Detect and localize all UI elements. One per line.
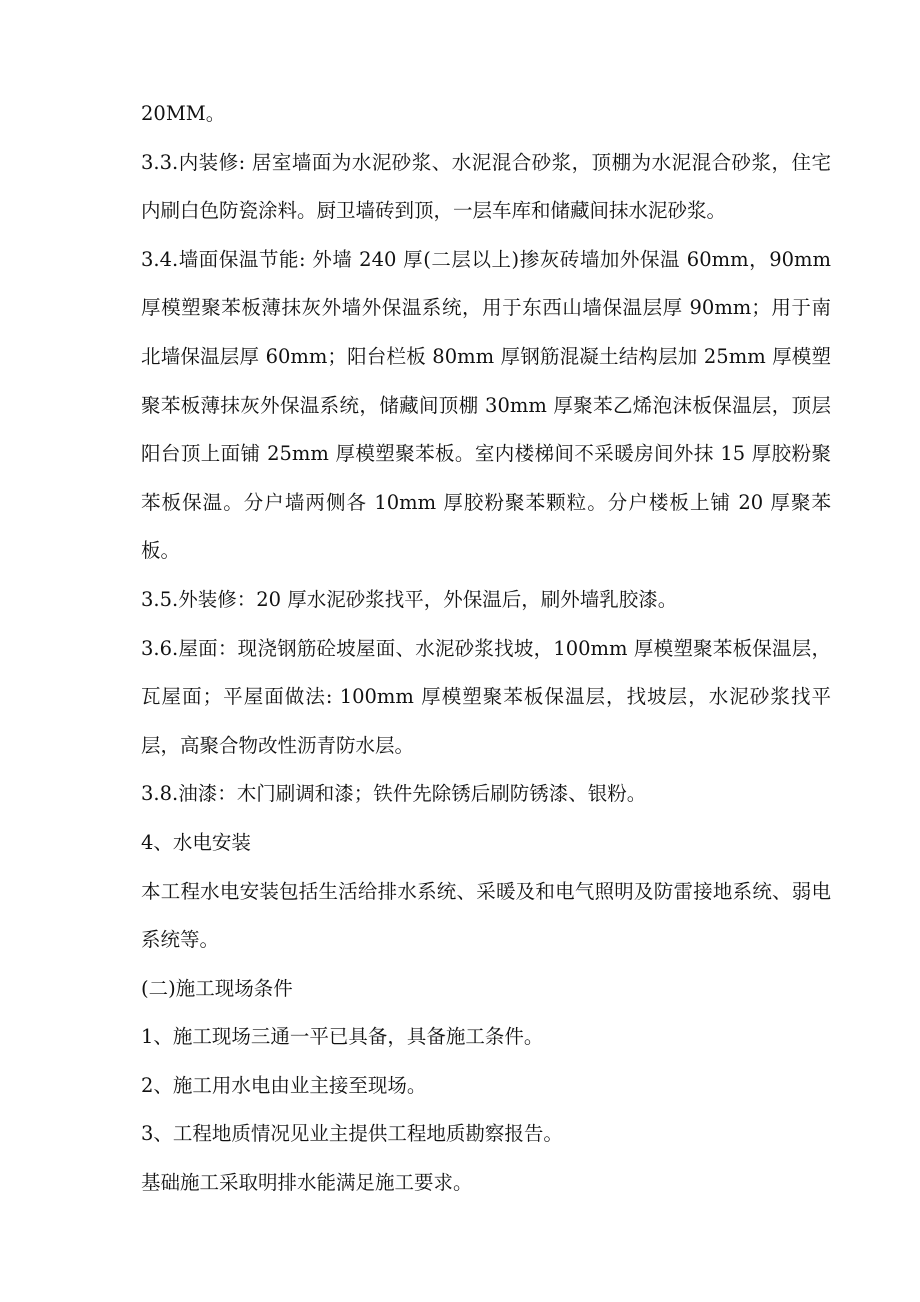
paragraph-wall-insulation: 3.4.墙面保温节能: 外墙 240 厚(二层以上)掺灰砖墙加外保温 60mm，90mm 厚模塑聚苯板薄抹灰外墙外保温系统，用于东西山墙保温层厚 90mm；用于南北墙保温层厚 60mm；阳台栏板 80mm 厚钢筋混凝土结构层加 25mm 厚模塑聚苯板薄抹灰外保温系统，储藏间顶棚 30mm 厚聚苯乙烯泡沫板保温层，顶层阳台顶上面铺 25mm 厚模塑聚苯板。室内楼梯间不采暖房间外抹 15 厚胶粉聚苯板保温。分户墙两侧各 10mm 厚胶粉聚苯颗粒。分户楼板上铺 20 厚聚苯板。 — [141, 247, 831, 563]
paragraph-interior-finish: 3.3.内装修: 居室墙面为水泥砂浆、水泥混合砂浆，顶棚为水泥混合砂浆，住宅内刷白色防瓷涂料。厨卫墙砖到顶，一层车库和储藏间抹水泥砂浆。 — [141, 150, 831, 223]
document-body — [141, 90, 831, 1208]
list-item-site-2: 2、施工用水电由业主接至现场。 — [141, 1073, 427, 1097]
paragraph-water-electric: 本工程水电安装包括生活给排水系统、采暖及和电气照明及防雷接地系统、弱电系统等。 — [141, 879, 831, 952]
paragraph-exterior-finish: 3.5.外装修：20 厚水泥砂浆找平，外保温后，刷外墙乳胶漆。 — [141, 587, 678, 611]
list-item-site-3: 3、工程地质情况见业主提供工程地质勘察报告。 — [141, 1122, 563, 1146]
paragraph-roof: 3.6.屋面：现浇钢筋砼坡屋面、水泥砂浆找坡，100mm 厚模塑聚苯板保温层，瓦屋面；平屋面做法: 100mm 厚模塑聚苯板保温层，找坡层，水泥砂浆找平层，高聚合物改性沥青防水层。 — [141, 636, 831, 757]
list-item-site-1: 1、施工现场三通一平已具备，具备施工条件。 — [141, 1025, 544, 1049]
heading-water-electric: 4、水电安装 — [141, 830, 251, 854]
paragraph-continuation: 20MM。 — [141, 102, 226, 125]
heading-site-conditions: (二)施工现场条件 — [141, 976, 293, 1000]
paragraph-painting: 3.8.油漆：木门刷调和漆；铁件先除锈后刷防锈漆、银粉。 — [141, 782, 647, 806]
paragraph-foundation-drainage: 基础施工采取明排水能满足施工要求。 — [141, 1171, 473, 1195]
